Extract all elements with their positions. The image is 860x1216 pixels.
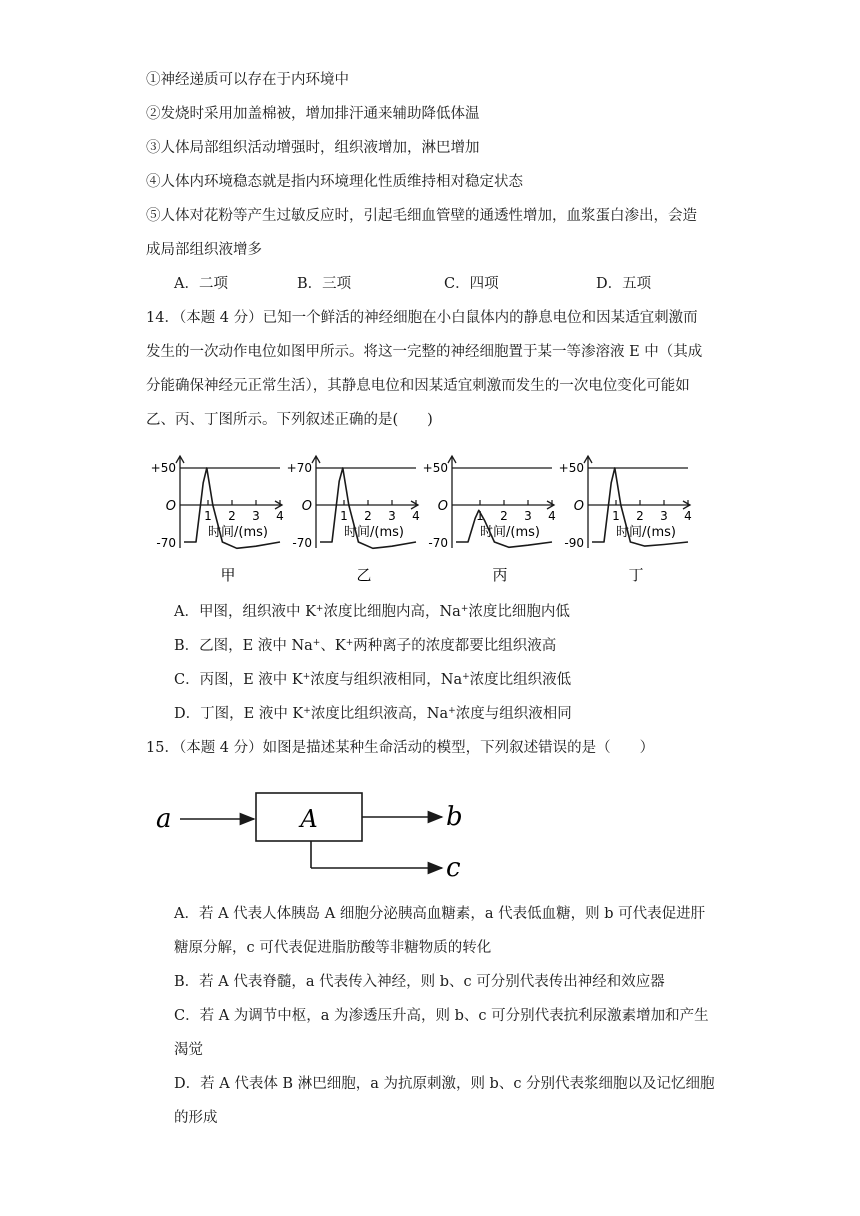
y-tick-label: -90 [564, 536, 584, 550]
x-tick-label: 3 [388, 509, 396, 523]
input-label-a: a [156, 804, 172, 834]
chart-panel-1 [151, 456, 284, 584]
x-tick-label: 2 [500, 509, 508, 523]
q13-option-d: D．五项 [596, 276, 652, 292]
q14-option-a: A．甲图，组织液中 K+浓度比细胞内高，Na+浓度比细胞内低 [174, 604, 570, 620]
x-axis-label: 时间/(ms) [208, 525, 268, 540]
x-tick-label: 2 [364, 509, 372, 523]
q13-item-5: ⑤人体对花粉等产生过敏反应时，引起毛细血管壁的通透性增加，血浆蛋白渗出，会造 [146, 208, 697, 224]
y-tick-label: +50 [422, 461, 448, 475]
x-tick-label: 1 [340, 509, 348, 523]
y-tick-label: O [165, 499, 176, 514]
q13-option-c: C．四项 [444, 276, 499, 292]
q14-option-d: D．丁图，E 液中 K+浓度比组织液高，Na+浓度与组织液相同 [174, 706, 572, 722]
y-tick-label: -70 [292, 536, 312, 550]
q15-stem: 15．（本题 4 分）如图是描述某种生命活动的模型，下列叙述错误的是（ ） [146, 740, 655, 756]
y-tick-label: +50 [558, 461, 584, 475]
box-label-a: A [300, 805, 318, 833]
y-tick-label: +50 [150, 461, 176, 475]
q13-item-1: ①神经递质可以存在于内环境中 [146, 72, 349, 88]
q15-option-c-cont: 渴觉 [174, 1042, 203, 1058]
q14-option-c: C．丙图，E 液中 K+浓度与组织液相同，Na+浓度比组织液低 [174, 672, 572, 688]
x-axis-label: 时间/(ms) [344, 525, 404, 540]
x-tick-label: 1 [476, 509, 484, 523]
x-tick-label: 3 [252, 509, 260, 523]
output-label-b: b [446, 802, 463, 832]
x-axis-label: 时间/(ms) [616, 525, 676, 540]
q13-item-5-cont: 成局部组织液增多 [146, 242, 262, 258]
q14-stem-line-4: 乙、丙、丁图所示。下列叙述正确的是( ) [146, 412, 433, 428]
x-tick-label: 2 [636, 509, 644, 523]
q15-option-b: B．若 A 代表脊髓，a 代表传入神经，则 b、c 可分别代表传出神经和效应器 [174, 974, 665, 990]
chart-title: 乙 [356, 566, 372, 584]
q15-option-d: D．若 A 代表体 B 淋巴细胞，a 为抗原刺激，则 b、c 分别代表浆细胞以及记忆细胞 [174, 1076, 715, 1092]
chart-title: 甲 [220, 566, 236, 584]
chart-title: 丁 [628, 566, 644, 584]
q13-option-b: B．三项 [297, 276, 352, 292]
membrane-potential-charts [140, 450, 700, 590]
q13-option-a: A．二项 [174, 276, 228, 292]
q15-option-a-cont: 糖原分解，c 可代表促进脂肪酸等非糖物质的转化 [174, 940, 492, 956]
y-tick-label: O [437, 499, 448, 514]
y-tick-label: -70 [428, 536, 448, 550]
x-tick-label: 4 [276, 509, 284, 523]
q14-stem-line-1: 14．（本题 4 分）已知一个鲜活的神经细胞在小白鼠体内的静息电位和因某适宜刺激而 [146, 310, 698, 326]
x-tick-label: 4 [548, 509, 556, 523]
y-tick-label: O [573, 499, 584, 514]
x-tick-label: 3 [524, 509, 532, 523]
x-tick-label: 4 [412, 509, 420, 523]
x-tick-label: 1 [204, 509, 212, 523]
q13-item-2: ②发烧时采用加盖棉被，增加排汗通来辅助降低体温 [146, 106, 480, 122]
chart-panel-4 [559, 456, 692, 584]
q15-option-c: C．若 A 为调节中枢，a 为渗透压升高，则 b、c 可分别代表抗利尿激素增加和产生 [174, 1008, 709, 1024]
q15-option-d-cont: 的形成 [174, 1110, 218, 1126]
x-tick-label: 2 [228, 509, 236, 523]
q14-stem-line-2: 发生的一次动作电位如图甲所示。将这一完整的神经细胞置于某一等渗溶液 E 中（其成 [146, 344, 703, 360]
output-label-c: c [446, 853, 461, 883]
x-tick-label: 1 [612, 509, 620, 523]
y-tick-label: O [301, 499, 312, 514]
q14-option-b: B．乙图，E 液中 Na+、K+两种离子的浓度都要比组织液高 [174, 638, 557, 654]
x-tick-label: 4 [684, 509, 692, 523]
x-tick-label: 3 [660, 509, 668, 523]
x-axis-label: 时间/(ms) [480, 525, 540, 540]
q13-item-3: ③人体局部组织活动增强时，组织液增加，淋巴增加 [146, 140, 480, 156]
life-activity-model-diagram [148, 783, 488, 893]
q15-option-a: A．若 A 代表人体胰岛 A 细胞分泌胰高血糖素，a 代表低血糖，则 b 可代表促进肝 [174, 906, 706, 922]
q14-stem-line-3: 分能确保神经元正常生活），其静息电位和因某适宜刺激而发生的一次电位变化可能如 [146, 378, 690, 394]
y-tick-label: +70 [286, 461, 312, 475]
chart-panel-3 [423, 456, 556, 584]
chart-title: 丙 [492, 566, 508, 584]
q13-item-4: ④人体内环境稳态就是指内环境理化性质维持相对稳定状态 [146, 174, 523, 190]
chart-panel-2 [287, 456, 420, 584]
y-tick-label: -70 [156, 536, 176, 550]
